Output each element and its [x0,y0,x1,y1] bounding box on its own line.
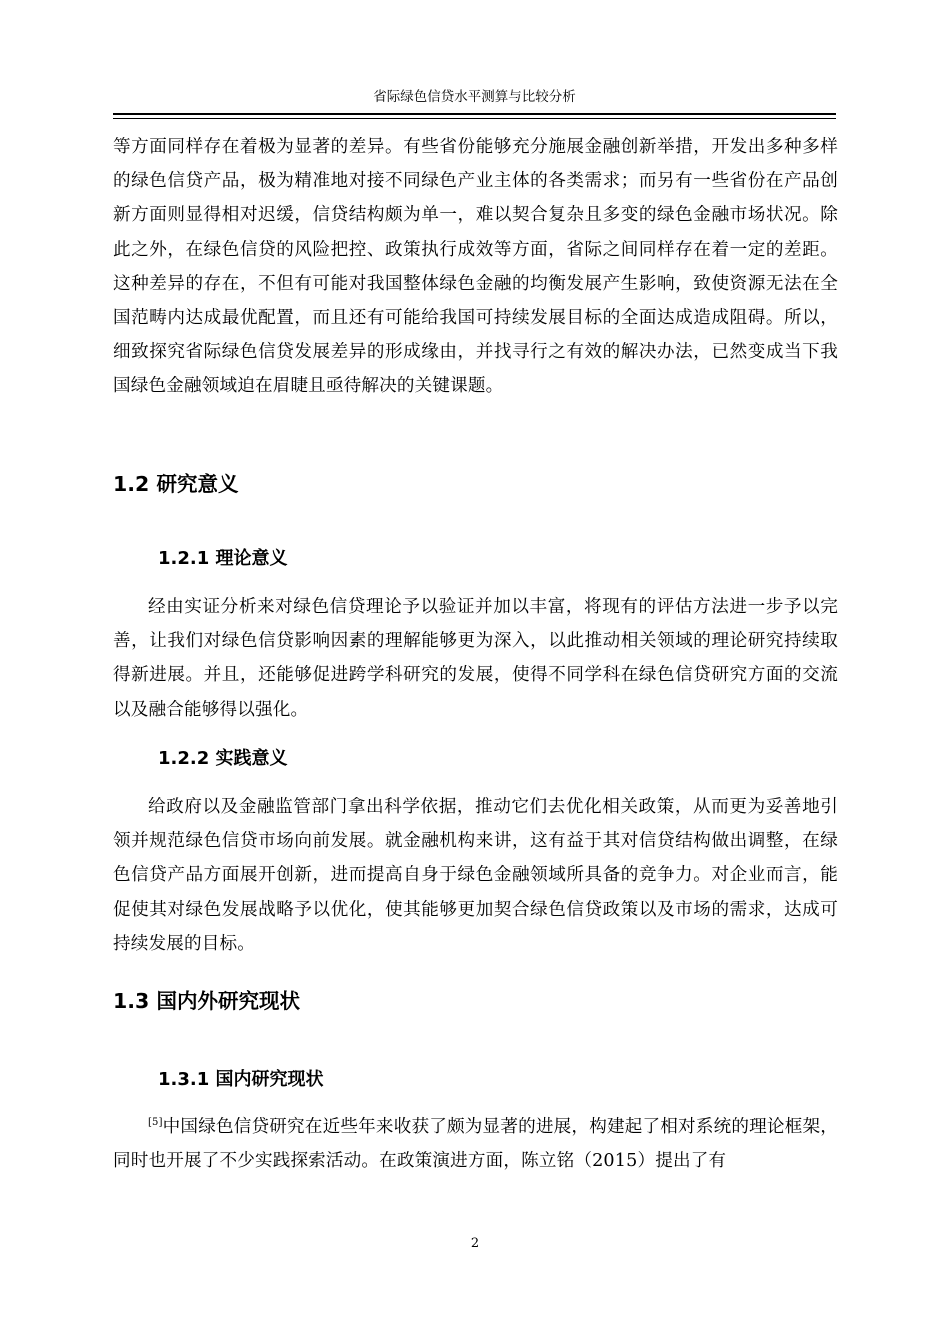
heading-1-2-1: 1.2.1 理论意义 [158,548,288,569]
paragraph-domestic-research [113,1110,838,1178]
header-rule [113,113,836,115]
paragraph-continued: 等方面同样存在着极为显著的差异。有些省份能够充分施展金融创新举措，开发出多种多样的绿色信贷产品，极为精准地对接不同绿色产业主体的各类需求；而另有一些省份在产品创新方面则显得相对迟缓，信贷结构颇为单一，难以契合复杂且多变的绿色金融市场状况。除此之外，在绿色信贷的风险把控、政策执行成效等方面，省际之间同样存在着一定的差距。这种差异的存在，不但有可能对我国整体绿色金融的均衡发展产生影响，致使资源无法在全国范畴内达成最优配置，而且还有可能给我国可持续发展目标的全面达成造成阻碍。所以，细致探究省际绿色信贷发展差异的形成缘由，并找寻行之有效的解决办法，已然变成当下我国绿色金融领域迫在眉睫且亟待解决的关键课题。 [113,137,838,397]
paragraph-theory-significance: 经由实证分析来对绿色信贷理论予以验证并加以丰富，将现有的评估方法进一步予以完善，让我们对绿色信贷影响因素的理解能够更为深入，以此推动相关领域的理论研究持续取得新进展。并且，还能够促进跨学科研究的发展，使得不同学科在绿色信贷研究方面的交流以及融合能够得以强化。 [113,597,838,720]
heading-1-2-2: 1.2.2 实践意义 [158,748,288,769]
heading-1-3-1: 1.3.1 国内研究现状 [158,1069,324,1090]
paragraph-practice-significance: 给政府以及金融监管部门拿出科学依据，推动它们去优化相关政策，从而更为妥善地引领并规范绿色信贷市场向前发展。就金融机构来讲，这有益于其对信贷结构做出调整，在绿色信贷产品方面展开创新，进而提高自身于绿色金融领域所具备的竞争力。对企业而言，能促使其对绿色发展战略予以优化，使其能够更加契合绿色信贷政策以及市场的需求，达成可持续发展的目标。 [113,797,838,954]
heading-1-2: 1.2 研究意义 [113,472,239,496]
header-rule-thin [113,118,836,119]
paragraph-domestic-research-text: 中国绿色信贷研究在近些年来收获了颇为显著的进展，构建起了相对系统的理论框架，同时也开展了不少实践探索活动。在政策演进方面，陈立铭（2015）提出了有 [113,1117,838,1172]
heading-1-3: 1.3 国内外研究现状 [113,989,300,1013]
running-header: 省际绿色信贷水平测算与比较分析 [373,89,576,105]
citation-marker: [5] [148,1117,163,1128]
page-number: 2 [470,1236,480,1251]
